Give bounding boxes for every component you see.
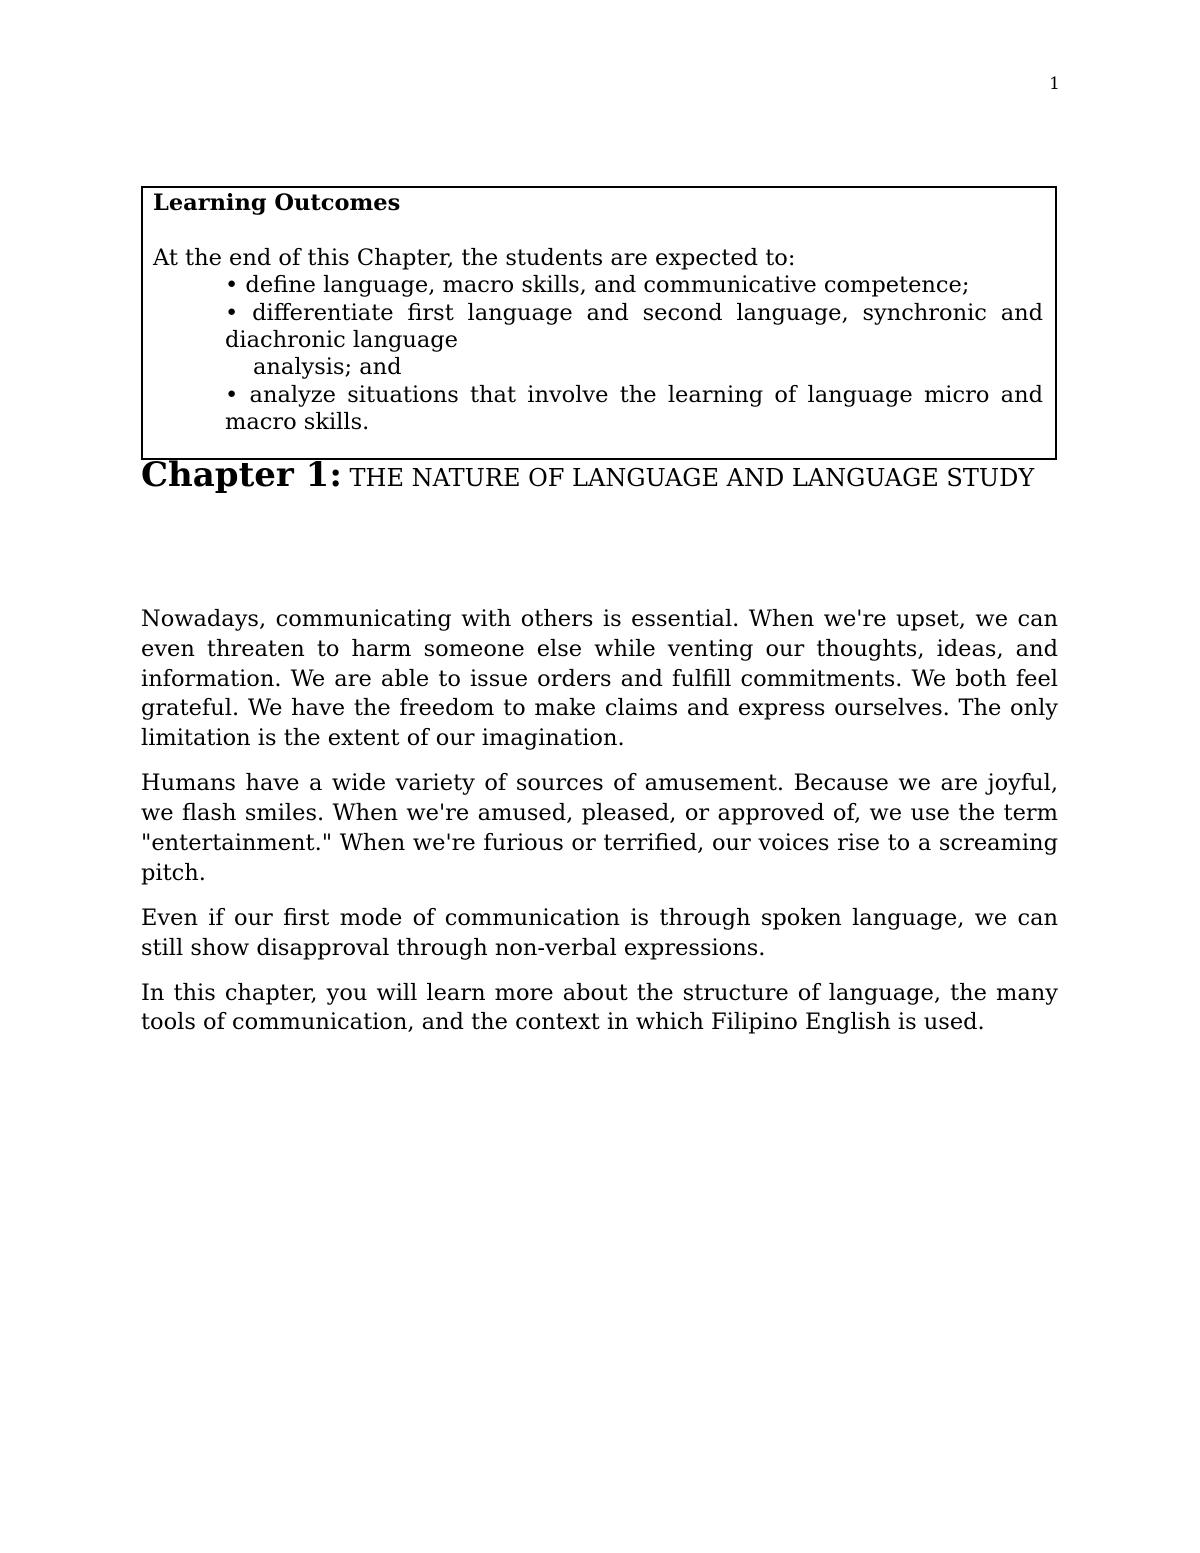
body-paragraph: In this chapter, you will learn more about the structure of language, the many tools of communication, and the context in which Filipino English is used. bbox=[141, 979, 1058, 1036]
chapter-title: THE NATURE OF LANGUAGE AND LANGUAGE STUDY bbox=[349, 464, 1035, 492]
outcome-item bbox=[225, 300, 1043, 382]
learning-outcomes-box bbox=[141, 186, 1057, 460]
chapter-heading bbox=[141, 455, 1058, 495]
chapter-label: Chapter 1: bbox=[141, 455, 342, 495]
learning-outcomes-intro: At the end of this Chapter, the students are expected to: bbox=[153, 244, 796, 271]
page-number: 1 bbox=[1049, 74, 1060, 94]
learning-outcomes-title: Learning Outcomes bbox=[153, 190, 401, 216]
body-paragraph: Even if our first mode of communication is through spoken language, we can still show disapproval through non-verbal expressions. bbox=[141, 904, 1058, 961]
outcome-item-text: • differentiate first language and second language, synchronic and diachronic language bbox=[225, 299, 1043, 353]
body-paragraph: Humans have a wide variety of sources of amusement. Because we are joyful, we flash smiles. When we're amused, pleased, or approved of, we use the term "entertainment." When we're furious or terrified, our voices rise to a screaming pitch. bbox=[141, 770, 1058, 886]
body-text bbox=[141, 605, 1058, 1054]
outcome-item: • analyze situations that involve the learning of language micro and macro skills. bbox=[225, 381, 1043, 436]
outcome-item-continuation: analysis; and bbox=[253, 354, 402, 381]
body-paragraph: Nowadays, communicating with others is essential. When we're upset, we can even threaten to harm someone else while venting our thoughts, ideas, and information. We are able to issue orders and fulfill commitments. We both feel grateful. We have the freedom to make claims and express ourselves. The only limitation is the extent of our imagination. bbox=[141, 606, 1058, 752]
outcome-item: • define language, macro skills, and communicative competence; bbox=[225, 272, 970, 299]
